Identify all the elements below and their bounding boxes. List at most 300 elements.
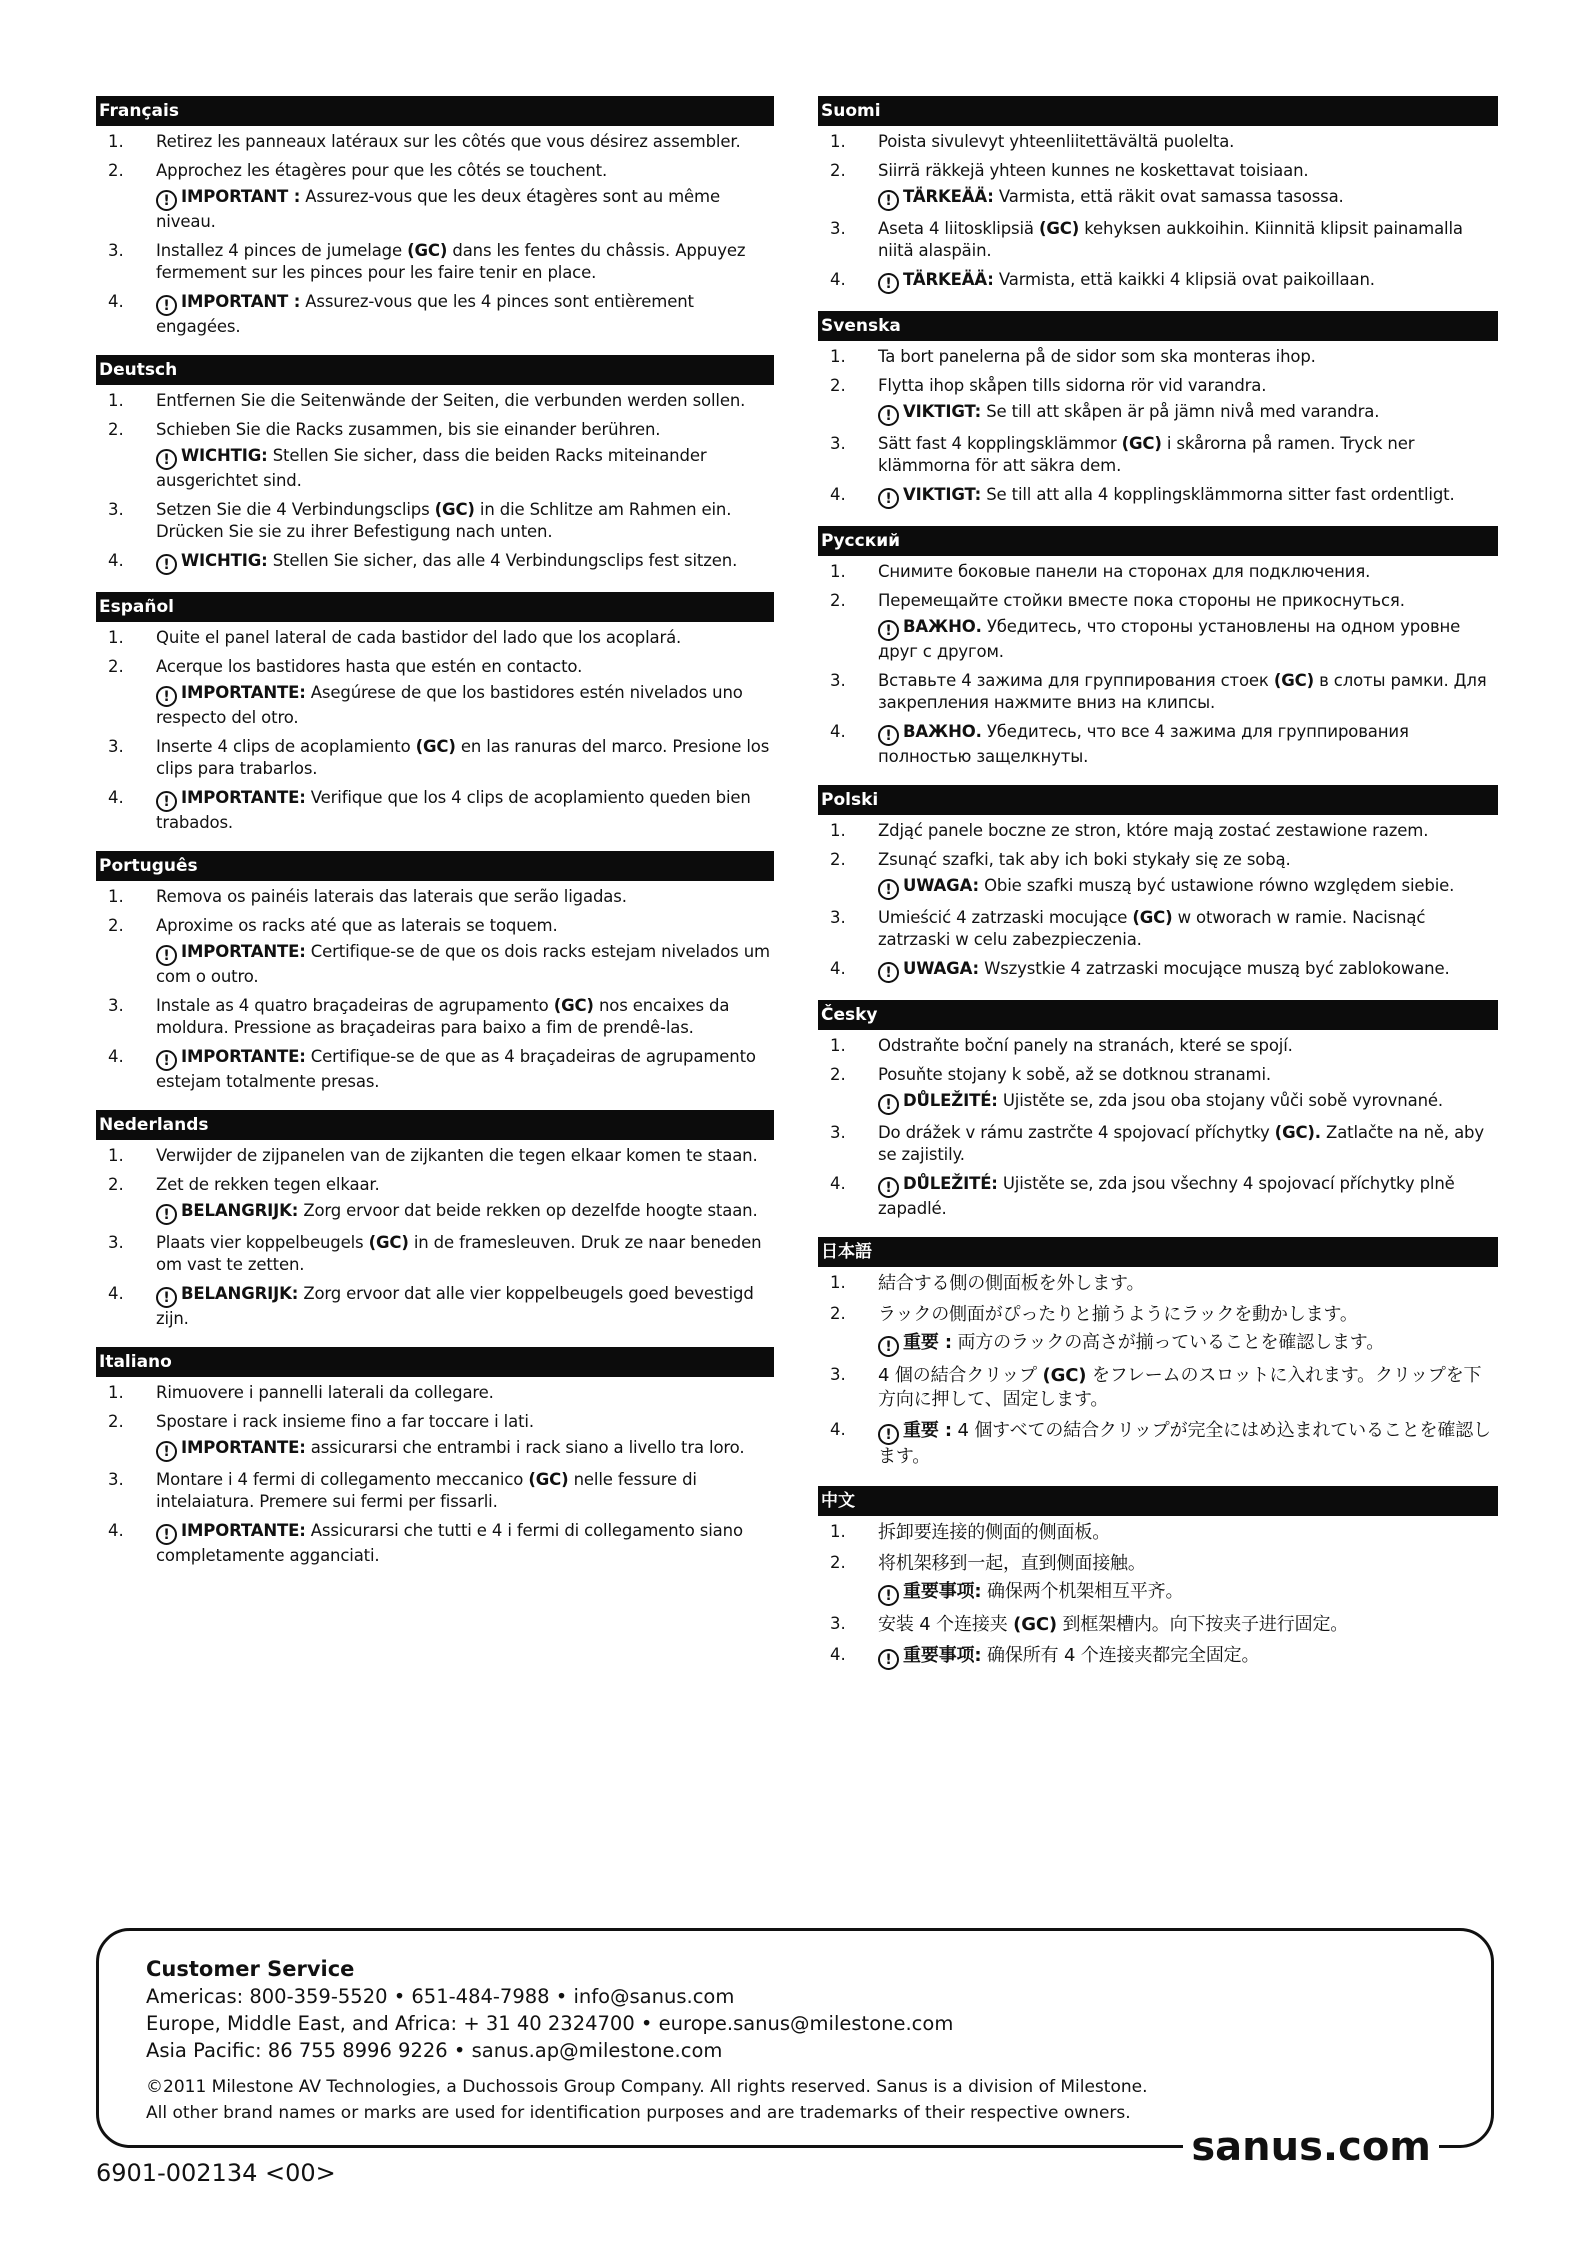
language-header: Español [96,592,774,622]
step-text: Schieben Sie die Racks zusammen, bis sie einander berühren. [156,420,661,439]
instruction-step [96,995,774,1039]
step-number: 4. [830,270,846,289]
language-header: Suomi [818,96,1498,126]
important-note [878,616,1498,663]
important-circle-icon: ! [156,1204,177,1225]
important-circle-icon: ! [878,273,899,294]
important-note [156,787,774,834]
language-header: Italiano [96,1347,774,1377]
instruction-step [96,291,774,338]
step-text: Spostare i rack insieme fino a far toccare i lati. [156,1412,534,1431]
step-body [156,419,774,492]
instruction-step [96,656,774,729]
step-number: 2. [108,916,124,935]
important-circle-icon: ! [878,1177,899,1198]
instruction-step [96,1382,774,1404]
step-text-end: をフレームのスロットに入れます。クリップを下方向に押して、固定します。 [878,1365,1482,1410]
instruction-step [96,787,774,834]
important-note [878,1173,1498,1220]
important-label: UWAGA: [903,876,979,895]
step-body [878,590,1498,663]
steps-list [818,1516,1498,1681]
important-note [156,1200,774,1225]
step-body [156,1145,774,1167]
step-number: 2. [108,1175,124,1194]
step-text-start: Montare i 4 fermi di collegamento meccanico [156,1470,524,1489]
important-text: Assurez-vous que les 4 pinces sont entièrement engagées. [156,292,694,336]
step-text: Acerque los bastidores hasta que estén en contacto. [156,657,583,676]
important-note [878,186,1498,211]
step-text: Снимите боковые панели на сторонах для подключения. [878,562,1371,581]
step-number: 1. [108,1146,124,1165]
language-section [818,526,1498,779]
step-text: Flytta ihop skåpen tills sidorna rör vid varandra. [878,376,1267,395]
steps-list [818,126,1498,305]
important-label: 重要 : [903,1332,952,1353]
important-text: Se till att alla 4 kopplingsklämmorna sitter fast ordentligt. [986,485,1455,504]
instruction-step [818,1303,1498,1357]
step-text: Siirrä räkkejä yhteen kunnes ne koskettavat toisiaan. [878,161,1309,180]
step-text-start: Do drážek v rámu zastrčte 4 spojovací příchytky [878,1123,1270,1142]
steps-list [818,341,1498,520]
language-section [96,1110,774,1341]
language-header: Français [96,96,774,126]
important-text: Certifique-se de que os dois racks estejam nivelados um com o outro. [156,942,770,986]
step-text-end: w otworach w ramie. Nacisnąć zatrzaski w celu zabezpieczenia. [878,908,1426,949]
step-text: Entfernen Sie die Seitenwände der Seiten, die verbunden werden sollen. [156,391,746,410]
important-circle-icon: ! [878,1424,899,1445]
important-circle-icon: ! [156,686,177,707]
step-body [878,484,1498,509]
step-number: 4. [108,1047,124,1066]
language-header: Deutsch [96,355,774,385]
step-number: 2. [108,657,124,676]
step-number: 3. [108,1470,124,1489]
website-link[interactable]: sanus.com [1183,2125,1439,2169]
step-body [156,160,774,233]
step-number: 3. [830,908,846,927]
step-text: Aproxime os racks até que as laterais se toquem. [156,916,558,935]
step-body [156,787,774,834]
step-body [878,849,1498,900]
steps-list [818,556,1498,779]
step-body [156,1174,774,1225]
step-number: 4. [830,485,846,504]
important-text: Varmista, että kaikki 4 klipsiä ovat paikoillaan. [998,270,1375,289]
step-body [156,1382,774,1404]
step-number: 3. [108,996,124,1015]
document-number: 6901-002134 <00> [96,2159,336,2187]
step-number: 4. [108,1284,124,1303]
step-body [878,1272,1498,1296]
important-circle-icon: ! [156,945,177,966]
important-label: IMPORTANT : [181,187,301,206]
important-label: ВАЖНО. [903,722,982,741]
step-text: Remova os painéis laterais das laterais que serão ligadas. [156,887,627,906]
important-label: 重要事项: [903,1645,982,1666]
instruction-step [818,1272,1498,1296]
instruction-step [818,346,1498,368]
step-body [156,886,774,908]
customer-service-title: Customer Service [146,1957,355,1981]
important-text: Obie szafki muszą być ustawione równo względem siebie. [984,876,1455,895]
part-reference: (GC) [528,1470,569,1489]
important-text: Se till att skåpen är på jämn nivå med varandra. [986,402,1380,421]
step-body [878,1552,1498,1606]
important-label: WICHTIG: [181,446,268,465]
important-note [878,484,1498,509]
language-header: Polski [818,785,1498,815]
step-text-start: Sätt fast 4 kopplingsklämmor [878,434,1117,453]
step-number: 2. [830,1304,846,1323]
important-label: UWAGA: [903,959,979,978]
customer-service-content [146,1955,1451,2126]
important-text: Assurez-vous que les deux étagères sont au même niveau. [156,187,720,231]
instruction-step [96,1411,774,1462]
step-body [878,670,1498,714]
step-body [878,1035,1498,1057]
step-body [878,218,1498,262]
important-label: IMPORTANTE: [181,1047,306,1066]
step-body [878,958,1498,983]
instruction-step [96,550,774,575]
step-number: 2. [108,161,124,180]
instruction-step [96,1145,774,1167]
step-body [156,240,774,284]
instruction-step [818,721,1498,768]
step-body [156,1232,774,1276]
important-circle-icon: ! [156,449,177,470]
step-number: 1. [108,132,124,151]
important-text: Verifique que los 4 clips de acoplamiento queden bien trabados. [156,788,751,832]
instruction-step [96,131,774,153]
step-text: Verwijder de zijpanelen van de zijkanten die tegen elkaar komen te staan. [156,1146,758,1165]
step-body [156,1469,774,1513]
instruction-step [818,820,1498,842]
important-label: 重要 : [903,1420,952,1441]
instruction-step [818,1419,1498,1469]
important-text: Убедитесь, что все 4 зажима для группирования полностью защелкнуты. [878,722,1409,766]
step-number: 2. [108,1412,124,1431]
important-text: Assicurarsi che tutti e 4 i fermi di collegamento siano completamente agganciati. [156,1521,743,1565]
step-body [156,1283,774,1330]
step-text-start: Вставьте 4 зажима для группирования стоек [878,671,1269,690]
step-text-end: nos encaixes da moldura. Pressione as braçadeiras para baixo a fim de prendê-las. [156,996,730,1037]
step-text: Rimuovere i pannelli laterali da collegare. [156,1383,494,1402]
language-header: Português [96,851,774,881]
important-circle-icon: ! [156,791,177,812]
important-note [156,550,774,575]
important-note [156,682,774,729]
step-body [878,1613,1498,1637]
important-note [878,875,1498,900]
step-body [878,1419,1498,1469]
important-note [878,1331,1498,1357]
important-label: ВАЖНО. [903,617,982,636]
important-circle-icon: ! [878,1094,899,1115]
instruction-step [818,433,1498,477]
step-text [878,907,1498,951]
step-text-start: 安装 4 个连接夹 [878,1614,1008,1635]
important-circle-icon: ! [156,1441,177,1462]
instruction-step [818,269,1498,294]
important-note [156,1283,774,1330]
important-text: Zorg ervoor dat alle vier koppelbeugels goed bevestigd zijn. [156,1284,754,1328]
americas-contact: Americas: 800-359-5520 • 651-484-7988 • info@sanus.com [146,1985,735,2008]
instruction-step [96,499,774,543]
important-text: Ujistěte se, zda jsou oba stojany vůči sobě vyrovnané. [1002,1091,1443,1110]
trademark-line: All other brand names or marks are used for identification purposes and are trademarks of their respective owners. [146,2103,1131,2123]
important-label: IMPORTANTE: [181,942,306,961]
important-text: Varmista, että räkit ovat samassa tasossa. [998,187,1344,206]
important-note [878,1090,1498,1115]
step-text: Ta bort panelerna på de sidor som ska monteras ihop. [878,347,1316,366]
instruction-step [96,1174,774,1225]
important-note [878,721,1498,768]
important-circle-icon: ! [156,554,177,575]
important-circle-icon: ! [878,1649,899,1670]
step-number: 1. [830,1273,846,1292]
important-note [878,1580,1498,1606]
step-body [878,1521,1498,1545]
step-body [878,907,1498,951]
step-text-start: Setzen Sie die 4 Verbindungsclips [156,500,430,519]
important-text: Zorg ervoor dat beide rekken op dezelfde hoogte staan. [303,1201,758,1220]
important-label: BELANGRIJK: [181,1201,299,1220]
step-body [156,656,774,729]
step-text-start: Inserte 4 clips de acoplamiento [156,737,411,756]
instruction-step [96,1232,774,1276]
step-text-start: Installez 4 pinces de jumelage [156,241,403,260]
instruction-step [96,736,774,780]
step-body [156,1520,774,1567]
important-circle-icon: ! [878,488,899,509]
important-note [156,186,774,233]
step-text [878,433,1498,477]
important-note [156,291,774,338]
step-number: 2. [830,850,846,869]
important-text: Asegúrese de que los bastidores estén nivelados uno respecto del otro. [156,683,743,727]
important-label: IMPORTANTE: [181,1521,306,1540]
instruction-step [96,627,774,649]
step-number: 3. [108,1233,124,1252]
step-text-end: i skårorna på ramen. Tryck ner klämmorna för att säkra dem. [878,434,1415,475]
language-section [818,96,1498,305]
step-number: 1. [830,821,846,840]
step-text-start: Instale as 4 quatro braçadeiras de agrupamento [156,996,549,1015]
step-text: Zsunąć szafki, tak aby ich boki stykały się ze sobą. [878,850,1291,869]
step-body [878,1173,1498,1220]
step-body [156,1411,774,1462]
europe-contact: Europe, Middle East, and Africa: + 31 40 2324700 • europe.sanus@milestone.com [146,2012,954,2035]
instruction-step [818,670,1498,714]
step-body [878,1364,1498,1412]
step-text-end: in die Schlitze am Rahmen ein. Drücken Sie sie zu ihrer Befestigung nach unten. [156,500,732,541]
step-text-start: 4 個の結合クリップ [878,1365,1037,1386]
step-body [156,995,774,1039]
important-note [878,401,1498,426]
step-number: 1. [108,887,124,906]
important-circle-icon: ! [156,190,177,211]
step-body [878,131,1498,153]
step-body [156,736,774,780]
important-note [878,958,1498,983]
step-text-end: in de framesleuven. Druk ze naar beneden om vast te zetten. [156,1233,762,1274]
instruction-step [818,375,1498,426]
steps-list [818,815,1498,994]
steps-list [96,1140,774,1341]
instruction-step [818,1521,1498,1545]
step-body [156,291,774,338]
important-label: IMPORTANT : [181,292,301,311]
important-note [878,1419,1498,1469]
instruction-step [818,218,1498,262]
step-text: 結合する側の側面板を外します。 [878,1273,1145,1294]
instruction-step [818,907,1498,951]
step-text: Approchez les étagères pour que les côtés se touchent. [156,161,608,180]
step-text: 拆卸要连接的侧面的侧面板。 [878,1522,1111,1543]
step-text-start: Aseta 4 liitosklipsiä [878,219,1034,238]
step-text: Retirez les panneaux latéraux sur les côtés que vous désirez assembler. [156,132,741,151]
step-number: 4. [108,551,124,570]
important-circle-icon: ! [878,879,899,900]
step-body [156,627,774,649]
step-text: Перемещайте стойки вместе пока стороны не прикоснуться. [878,591,1405,610]
step-number: 3. [830,219,846,238]
instruction-step [96,160,774,233]
important-note [878,1644,1498,1670]
copyright-line: ©2011 Milestone AV Technologies, a Duchossois Group Company. All rights reserved. Sanus is a division of Milestone. [146,2077,1148,2097]
instruction-step [96,915,774,988]
important-circle-icon: ! [878,1585,899,1606]
steps-list [818,1030,1498,1231]
step-body [156,390,774,412]
step-number: 1. [830,347,846,366]
step-text: Zdjąć panele boczne ze stron, które mają zostać zestawione razem. [878,821,1429,840]
important-label: BELANGRIJK: [181,1284,299,1303]
important-label: IMPORTANTE: [181,788,306,807]
important-label: 重要事项: [903,1581,982,1602]
language-section [818,785,1498,994]
step-text-end: dans les fentes du châssis. Appuyez fermement sur les pinces pour les faire tenir en place. [156,241,746,282]
important-label: DŮLEŽITÉ: [903,1091,998,1110]
important-text: 4 個すべての結合クリップが完全にはめ込まれていることを確認します。 [878,1420,1491,1467]
step-number: 3. [830,434,846,453]
step-body [156,131,774,153]
step-number: 1. [108,628,124,647]
step-text-end: Zatlačte na ně, aby se zajistily. [878,1123,1484,1164]
step-number: 2. [830,161,846,180]
step-text: ラックの側面がぴったりと揃うようにラックを動かします。 [878,1304,1358,1325]
language-header: Русский [818,526,1498,556]
step-number: 4. [108,788,124,807]
instruction-step [818,484,1498,509]
important-text: Stellen Sie sicher, dass die beiden Racks miteinander ausgerichtet sind. [156,446,707,490]
part-reference: (GC) [1132,908,1173,927]
important-label: TÄRKEÄÄ: [903,270,994,289]
step-text [156,736,774,780]
step-text [878,670,1498,714]
step-text [156,240,774,284]
instruction-step [818,561,1498,583]
step-body [878,433,1498,477]
step-number: 3. [108,737,124,756]
steps-list [818,1267,1498,1480]
important-text: assicurarsi che entrambi i rack siano a livello tra loro. [310,1438,745,1457]
part-reference: (GC) [1013,1614,1057,1635]
step-text [156,499,774,543]
steps-list [96,1377,774,1578]
language-section [96,355,774,586]
instruction-step [96,390,774,412]
instruction-step [96,1046,774,1093]
part-reference: (GC) [415,737,456,756]
part-reference: (GC) [553,996,594,1015]
language-header: Česky [818,1000,1498,1030]
important-label: TÄRKEÄÄ: [903,187,994,206]
important-circle-icon: ! [878,1336,899,1357]
step-text [878,1613,1498,1637]
language-header: Svenska [818,311,1498,341]
instruction-step [818,1035,1498,1057]
important-note [878,269,1498,294]
important-label: DŮLEŽITÉ: [903,1174,998,1193]
step-body [878,1064,1498,1115]
step-text: Poista sivulevyt yhteenliitettävältä puolelta. [878,132,1235,151]
important-circle-icon: ! [878,620,899,641]
language-section [96,592,774,845]
step-number: 4. [108,292,124,311]
important-label: IMPORTANTE: [181,683,306,702]
important-note [156,445,774,492]
step-number: 2. [830,376,846,395]
step-number: 3. [830,1614,846,1633]
important-note [156,1520,774,1567]
instruction-step [818,958,1498,983]
step-text [156,1469,774,1513]
important-circle-icon: ! [878,405,899,426]
part-reference: (GC) [1273,671,1315,690]
important-text: Wszystkie 4 zatrzaski mocujące muszą być zablokowane. [984,959,1450,978]
step-text: Posuňte stojany k sobě, až se dotknou stranami. [878,1065,1272,1084]
instruction-step [96,240,774,284]
step-text-end: en las ranuras del marco. Presione los clips para trabarlos. [156,737,770,778]
step-number: 2. [830,591,846,610]
step-body [878,375,1498,426]
step-number: 2. [830,1553,846,1572]
step-text-end: nelle fessure di intelaiatura. Premere sui fermi per fissarli. [156,1470,697,1511]
important-note [156,1046,774,1093]
step-text [156,995,774,1039]
important-text: Убедитесь, что стороны установлены на одном уровне друг с другом. [878,617,1461,661]
step-number: 1. [830,562,846,581]
important-label: VIKTIGT: [903,485,982,504]
step-text-end: kehyksen aukkoihin. Kiinnitä klipsit painamalla niitä alaspäin. [878,219,1463,260]
right-column [818,96,1498,1687]
steps-list [96,126,774,349]
step-text [878,218,1498,262]
steps-list [96,385,774,586]
step-body [878,160,1498,211]
part-reference: (GC) [434,500,475,519]
step-body [156,499,774,543]
step-number: 1. [108,391,124,410]
important-text: 确保两个机架相互平齐。 [987,1581,1184,1602]
step-body [156,550,774,575]
important-label: VIKTIGT: [903,402,982,421]
steps-list [96,881,774,1104]
step-body [878,1303,1498,1357]
